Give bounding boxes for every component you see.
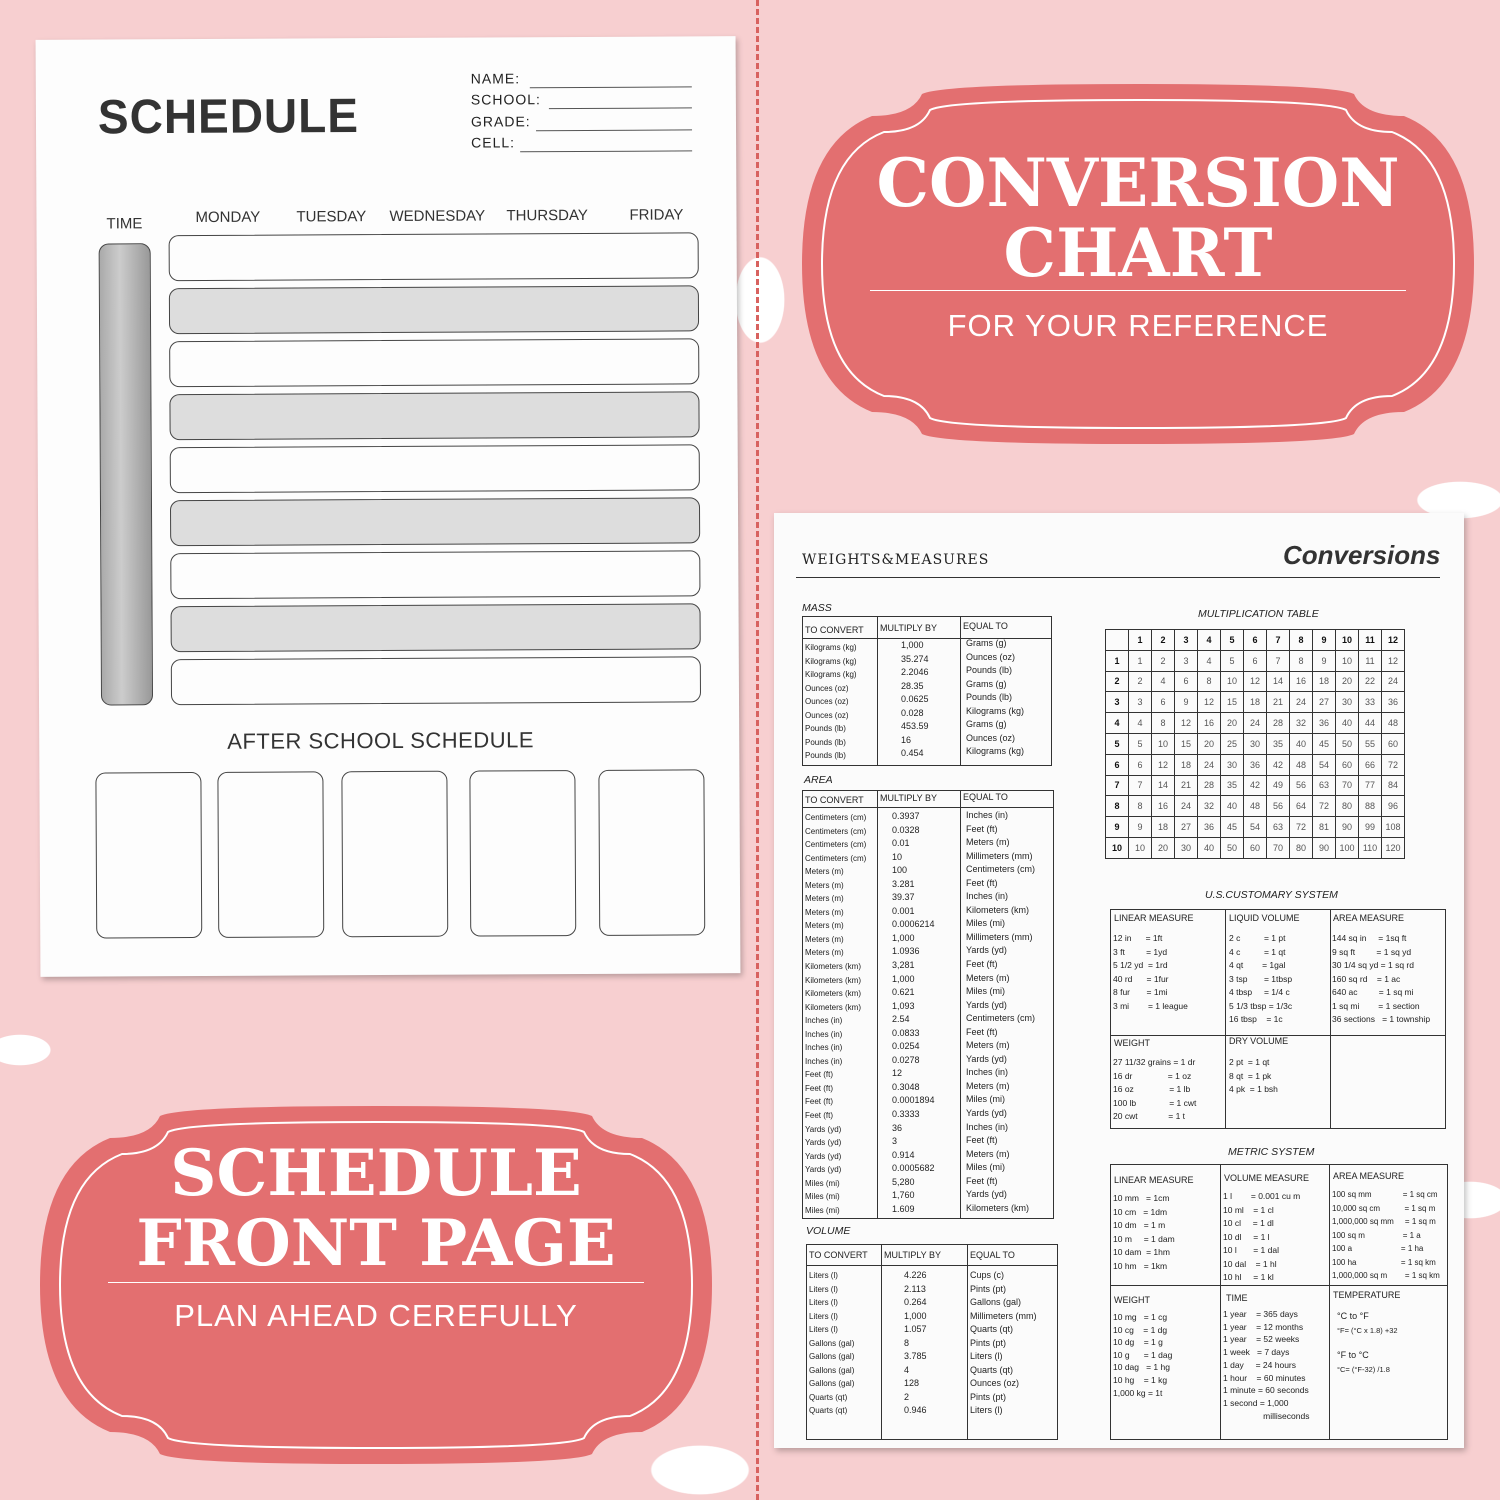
mass-multiply: 1,000 35.274 2.2046 28.35 0.0625 0.028 453.59 16 0.454 [901,640,929,759]
col-header: TO CONVERT [805,625,864,635]
metric-volume-header: VOLUME MEASURE [1224,1173,1310,1183]
mult-cell: 12 [1198,692,1221,713]
mult-cell: 45 [1221,817,1244,838]
mult-cell: 4 [1106,713,1129,734]
multiplication-title: MULTIPLICATION TABLE [1198,608,1319,620]
mult-cell: 100 [1336,837,1359,858]
mult-cell: 25 [1221,733,1244,754]
us-weight: 27 11/32 grains = 1 dr 16 dr = 1 oz 16 oz = 1 lb 100 lb = 1 cwt 20 cwt = 1 t [1113,1057,1197,1122]
mult-cell: 30 [1221,754,1244,775]
mult-cell: 36 [1244,754,1267,775]
mult-cell: 20 [1221,713,1244,734]
mult-cell: 20 [1198,733,1221,754]
metric-table [1110,1164,1448,1440]
metric-volume: 1 l = 0.001 cu m 10 ml = 1 cl 10 cl = 1 dl 10 dl = 1 l 10 l = 1 dal 10 dal = 1 hl 10 hl = 1 kl [1223,1191,1301,1283]
mult-cell: 9 [1129,817,1152,838]
mult-cell: 42 [1244,775,1267,796]
cell-label: CELL: [471,134,516,151]
day-wednesday: WEDNESDAY [389,207,486,225]
mult-cell: 90 [1336,817,1359,838]
mult-cell: 44 [1359,713,1382,734]
mult-cell: 8 [1290,650,1313,671]
mult-cell: 3 [1175,650,1198,671]
school-label: SCHOOL: [470,91,541,108]
mult-cell: 14 [1267,671,1290,692]
mult-cell: 30 [1244,733,1267,754]
mult-cell: 33 [1359,692,1382,713]
mult-cell: 88 [1359,796,1382,817]
mult-cell: 11 [1359,630,1382,651]
mult-cell: 24 [1244,713,1267,734]
mult-cell: 3 [1129,692,1152,713]
metric-weight-header: WEIGHT [1114,1295,1150,1305]
mult-cell: 40 [1198,837,1221,858]
mult-cell: 70 [1336,775,1359,796]
mult-cell: 2 [1129,671,1152,692]
time-column-bar [99,243,153,705]
us-area: 144 sq in = 1sq ft 9 sq ft = 1 sq yd 30 1/4 sq yd = 1 sq rd 160 sq rd = 1 ac 640 ac = 1 sq mi 1 sq mi = 1 section 36 sections = 1 township [1332,933,1431,1025]
mult-cell: 40 [1221,796,1244,817]
schedule-row [169,391,699,440]
us-customary-table [1110,909,1446,1129]
badge-subtitle: PLAN AHEAD CEREFULLY [174,1298,578,1333]
mult-cell [1106,630,1129,651]
schedule-front-page-badge [40,1106,712,1464]
us-linear-header: LINEAR MEASURE [1114,913,1194,923]
mult-cell: 63 [1313,775,1336,796]
mult-cell: 72 [1382,754,1405,775]
mult-cell: 12 [1175,713,1198,734]
mult-cell: 99 [1359,817,1382,838]
mult-cell: 18 [1313,671,1336,692]
cell-line [520,150,692,152]
mult-cell: 27 [1175,817,1198,838]
day-thursday: THURSDAY [506,206,588,225]
mult-cell: 20 [1336,671,1359,692]
mult-cell: 3 [1106,692,1129,713]
mult-cell: 2 [1152,630,1175,651]
name-line [530,86,692,88]
mult-cell: 6 [1244,650,1267,671]
us-liquid: 2 c = 1 pt 4 c = 1 qt 4 qt = 1gal 3 tsp = 1tbsp 4 tbsp = 1/4 c 5 1/3 tbsp = 1/3c 16 tbsp = 1c [1229,933,1293,1025]
mass-title: MASS [802,602,832,614]
mult-cell: 9 [1175,692,1198,713]
mult-cell: 2 [1106,671,1129,692]
mult-cell: 22 [1359,671,1382,692]
conversion-chart-badge [802,84,1474,444]
time-label: TIME [106,215,143,233]
metric-title: METRIC SYSTEM [1228,1146,1315,1158]
area-to: Inches (in) Feet (ft) Meters (m) Millimeters (mm) Centimeters (cm) Feet (ft) Inches (in) Kilometers (km) Miles (mi) Millimeters (mm) Yards (yd) Feet (ft) Meters (m) Miles (mi) Yards (yd) Centimeters (cm) Feet (ft) Meters (m) Yards (yd) Inches (in) Meters (m) Miles (mi) Yards (yd) Inches (in) Feet (ft) Meters (m) Miles (mi) Feet (ft) Yards (yd) Kilometers (km) [966,810,1036,1213]
mult-cell: 8 [1198,671,1221,692]
mult-cell: 7 [1267,650,1290,671]
mult-cell: 9 [1106,817,1129,838]
after-school-title: AFTER SCHOOL SCHEDULE [227,727,535,754]
schedule-title: SCHEDULE [97,87,360,144]
metric-area-header: AREA MEASURE [1333,1171,1405,1181]
mult-cell: 60 [1382,733,1405,754]
badge-title-line1: SCHEDULE [170,1136,582,1211]
badge-title-line1: CONVERSION [876,144,1400,222]
name-label: NAME: [470,70,521,87]
mult-cell: 8 [1290,630,1313,651]
area-from: Centimeters (cm) Centimeters (cm) Centimeters (cm) Centimeters (cm) Meters (m) Meters (m) Meters (m) Meters (m) Meters (m) Meters (m) Meters (m) Kilometers (km) Kilometers (km) Kilometers (km) Kilometers (km) Inches (in) Inches (in) Inches (in) Inches (in) Feet (ft) Feet (ft) Feet (ft) Feet (ft) Yards (yd) Yards (yd) Yards (yd) Yards (yd) Miles (mi) Miles (mi) Miles (mi) [805,813,867,1215]
mult-cell: 60 [1336,754,1359,775]
schedule-row [170,497,700,546]
after-school-box [469,770,576,937]
us-liquid-header: LIQUID VOLUME [1229,913,1300,923]
schedule-row [171,656,701,705]
volume-table [806,1244,1058,1440]
mult-cell: 56 [1267,796,1290,817]
col-header: EQUAL TO [970,1250,1015,1260]
schedule-row [169,232,699,281]
schedule-sheet [36,36,741,977]
mult-cell: 1 [1129,630,1152,651]
mult-cell: 48 [1290,754,1313,775]
mult-cell: 4 [1152,671,1175,692]
mult-cell: 30 [1175,837,1198,858]
mult-cell: 32 [1290,713,1313,734]
mult-cell: 84 [1382,775,1405,796]
mult-cell: 27 [1313,692,1336,713]
metric-time-header: TIME [1226,1293,1248,1303]
mult-cell: 10 [1336,650,1359,671]
mult-cell: 90 [1313,837,1336,858]
mult-cell: 11 [1359,650,1382,671]
mult-cell: 16 [1198,713,1221,734]
f-to-c-label: °F to °C [1337,1350,1369,1360]
mult-cell: 8 [1106,796,1129,817]
us-dry: 2 pt = 1 qt 8 qt = 1 pk 4 pk = 1 bsh [1229,1057,1278,1095]
mult-cell: 6 [1244,630,1267,651]
mult-cell: 14 [1152,775,1175,796]
mult-cell: 60 [1244,837,1267,858]
mult-cell: 35 [1221,775,1244,796]
mult-cell: 40 [1336,713,1359,734]
mult-cell: 42 [1267,754,1290,775]
mult-cell: 70 [1267,837,1290,858]
mult-cell: 15 [1221,692,1244,713]
volume-title: VOLUME [806,1225,851,1237]
mult-cell: 55 [1359,733,1382,754]
mult-cell: 15 [1175,733,1198,754]
us-linear: 12 in = 1ft 3 ft = 1yd 5 1/2 yd = 1rd 40 rd = 1fur 8 fur = 1mi 3 mi = 1 league [1113,933,1188,1011]
mult-cell: 10 [1152,733,1175,754]
badge-subtitle: FOR YOUR REFERENCE [947,308,1329,343]
mult-cell: 5 [1129,733,1152,754]
mult-cell: 48 [1382,713,1405,734]
weights-measures-header: WEIGHTS&MEASURES [802,552,990,568]
mult-cell: 110 [1359,837,1382,858]
metric-linear-header: LINEAR MEASURE [1114,1175,1194,1185]
mult-cell: 80 [1290,837,1313,858]
area-multiply: 0.3937 0.0328 0.01 10 100 3.281 39.37 0.001 0.0006214 1,000 1.0936 3,281 1,000 0.621 1,093 2.54 0.0833 0.0254 0.0278 12 0.3048 0.0001894 0.3333 36 3 0.914 0.0005682 5,280 1,760 1.609 [892,811,935,1214]
day-friday: FRIDAY [629,206,684,224]
mult-cell: 56 [1290,775,1313,796]
mult-cell: 120 [1382,837,1405,858]
mult-cell: 6 [1129,754,1152,775]
mult-cell: 12 [1382,650,1405,671]
mult-cell: 5 [1106,733,1129,754]
mult-cell: 80 [1336,796,1359,817]
after-school-box [217,771,324,938]
mult-cell: 66 [1359,754,1382,775]
mult-cell: 24 [1175,796,1198,817]
badge-title-line2: FRONT PAGE [136,1206,616,1281]
col-header: TO CONVERT [809,1250,868,1260]
mult-cell: 30 [1336,692,1359,713]
mass-table [802,616,1052,766]
col-header: MULTIPLY BY [880,793,938,803]
grade-line [536,129,692,131]
mult-cell: 54 [1313,754,1336,775]
mult-cell: 36 [1382,692,1405,713]
schedule-row [171,603,701,652]
mult-cell: 8 [1129,796,1152,817]
mult-cell: 24 [1290,692,1313,713]
mult-cell: 24 [1382,671,1405,692]
mult-cell: 10 [1106,837,1129,858]
mult-cell: 16 [1152,796,1175,817]
mult-cell: 4 [1129,713,1152,734]
badge-title-line2: CHART [1003,214,1273,292]
mult-cell: 36 [1198,817,1221,838]
metric-temp-header: TEMPERATURE [1333,1290,1401,1300]
mass-from: Kilograms (kg) Kilograms (kg) Kilograms (kg) Ounces (oz) Ounces (oz) Ounces (oz) Pounds (lb) Pounds (lb) Pounds (lb) [805,643,857,761]
after-school-box [95,772,202,939]
us-area-header: AREA MEASURE [1333,913,1405,923]
us-weight-header: WEIGHT [1114,1038,1150,1048]
mult-cell: 10 [1336,630,1359,651]
mult-cell: 7 [1129,775,1152,796]
mult-cell: 5 [1221,630,1244,651]
mult-cell: 63 [1267,817,1290,838]
mult-cell: 10 [1221,671,1244,692]
col-header: EQUAL TO [963,792,1008,802]
mult-cell: 2 [1152,650,1175,671]
metric-linear: 10 mm = 1cm 10 cm = 1dm 10 dm = 1 m 10 m = 1 dam 10 dam = 1hm 10 hm = 1km [1113,1193,1175,1271]
mult-cell: 50 [1221,837,1244,858]
col-header: MULTIPLY BY [884,1250,942,1260]
mult-cell: 45 [1313,733,1336,754]
mult-cell: 40 [1290,733,1313,754]
mult-cell: 9 [1313,630,1336,651]
after-school-box [598,769,705,936]
schedule-row [169,285,699,334]
mult-cell: 6 [1152,692,1175,713]
mass-to: Grams (g) Ounces (oz) Pounds (lb) Grams (g) Pounds (lb) Kilograms (kg) Grams (g) Ounces (oz) Kilograms (kg) [966,638,1025,757]
mult-cell: 1 [1129,650,1152,671]
mult-cell: 12 [1152,754,1175,775]
header-rule [796,577,1440,578]
us-customary-title: U.S.CUSTOMARY SYSTEM [1205,889,1338,901]
mult-cell: 49 [1267,775,1290,796]
mult-cell: 12 [1382,630,1405,651]
schedule-row [170,550,700,599]
mult-cell: 36 [1313,713,1336,734]
metric-time: 1 year = 365 days 1 year = 12 months 1 year = 52 weeks 1 week = 7 days 1 day = 24 hours 1 hour = 60 minutes 1 minute = 60 seconds 1 second = 1,000 milliseconds [1223,1309,1310,1421]
mult-cell: 12 [1244,671,1267,692]
badge-rule [108,1282,644,1283]
col-header: MULTIPLY BY [880,623,938,633]
us-dry-header: DRY VOLUME [1229,1036,1289,1046]
mult-cell: 20 [1152,837,1175,858]
mult-cell: 5 [1221,650,1244,671]
mult-cell: 9 [1313,650,1336,671]
mult-cell: 35 [1267,733,1290,754]
mult-cell: 8 [1152,713,1175,734]
volume-multiply: 4.226 2.113 0.264 1,000 1.057 8 3.785 4 128 2 0.946 [904,1270,927,1416]
area-title: AREA [804,774,833,786]
multiplication-table [1105,629,1405,859]
mult-cell: 96 [1382,796,1405,817]
day-monday: MONDAY [195,208,261,227]
mult-cell: 6 [1175,671,1198,692]
volume-to: Cups (c) Pints (pt) Gallons (gal) Millimeters (mm) Quarts (qt) Pints (pt) Liters (l) Quarts (qt) Ounces (oz) Pints (pt) Liters (l) [970,1270,1037,1416]
mult-cell: 18 [1152,817,1175,838]
badge-rule [870,290,1406,291]
mult-cell: 28 [1267,713,1290,734]
mult-cell: 50 [1336,733,1359,754]
mult-cell: 10 [1129,837,1152,858]
mult-cell: 18 [1175,754,1198,775]
schedule-row [170,444,700,493]
mult-cell: 32 [1198,796,1221,817]
mult-cell: 1 [1106,650,1129,671]
mult-cell: 21 [1175,775,1198,796]
after-school-box [341,771,448,938]
metric-area: 100 sq mm = 1 sq cm 10,000 sq cm = 1 sq m 1,000,000 sq mm = 1 sq m 100 sq m = 1 a 100 a = 1 ha 100 ha = 1 sq km 1,000,000 sq m = 1 sq km [1332,1190,1440,1281]
mult-cell: 28 [1198,775,1221,796]
mult-cell: 3 [1175,630,1198,651]
f-to-c-formula: °C= (°F-32) /1.8 [1337,1365,1390,1374]
mult-cell: 77 [1359,775,1382,796]
volume-from: Liters (l) Liters (l) Liters (l) Liters (l) Liters (l) Gallons (gal) Gallons (gal) Gallons (gal) Gallons (gal) Quarts (qt) Quarts (qt) [809,1271,855,1416]
mult-cell: 54 [1244,817,1267,838]
mult-cell: 4 [1198,650,1221,671]
col-header: EQUAL TO [963,621,1008,631]
mult-cell: 24 [1198,754,1221,775]
mult-cell: 21 [1267,692,1290,713]
mult-cell: 4 [1198,630,1221,651]
mult-cell: 48 [1244,796,1267,817]
col-header: TO CONVERT [805,795,864,805]
mult-cell: 72 [1313,796,1336,817]
grade-label: GRADE: [470,113,531,130]
schedule-row [169,338,699,387]
area-table [802,790,1054,1219]
dashed-divider [756,0,759,1500]
mult-cell: 6 [1106,754,1129,775]
c-to-f-formula: °F= (°C x 1.8) +32 [1337,1326,1398,1335]
c-to-f-label: °C to °F [1337,1311,1369,1321]
mult-cell: 7 [1106,775,1129,796]
mult-cell: 18 [1244,692,1267,713]
conversions-header: Conversions [1283,540,1441,570]
mult-cell: 81 [1313,817,1336,838]
mult-cell: 64 [1290,796,1313,817]
mult-cell: 16 [1290,671,1313,692]
mult-cell: 72 [1290,817,1313,838]
mult-cell: 108 [1382,817,1405,838]
mult-cell: 7 [1267,630,1290,651]
school-line [549,107,692,109]
metric-weight: 10 mg = 1 cg 10 cg = 1 dg 10 dg = 1 g 10 g = 1 dag 10 dag = 1 hg 10 hg = 1 kg 1,000 kg = 1t [1113,1312,1173,1398]
day-tuesday: TUESDAY [296,208,367,226]
